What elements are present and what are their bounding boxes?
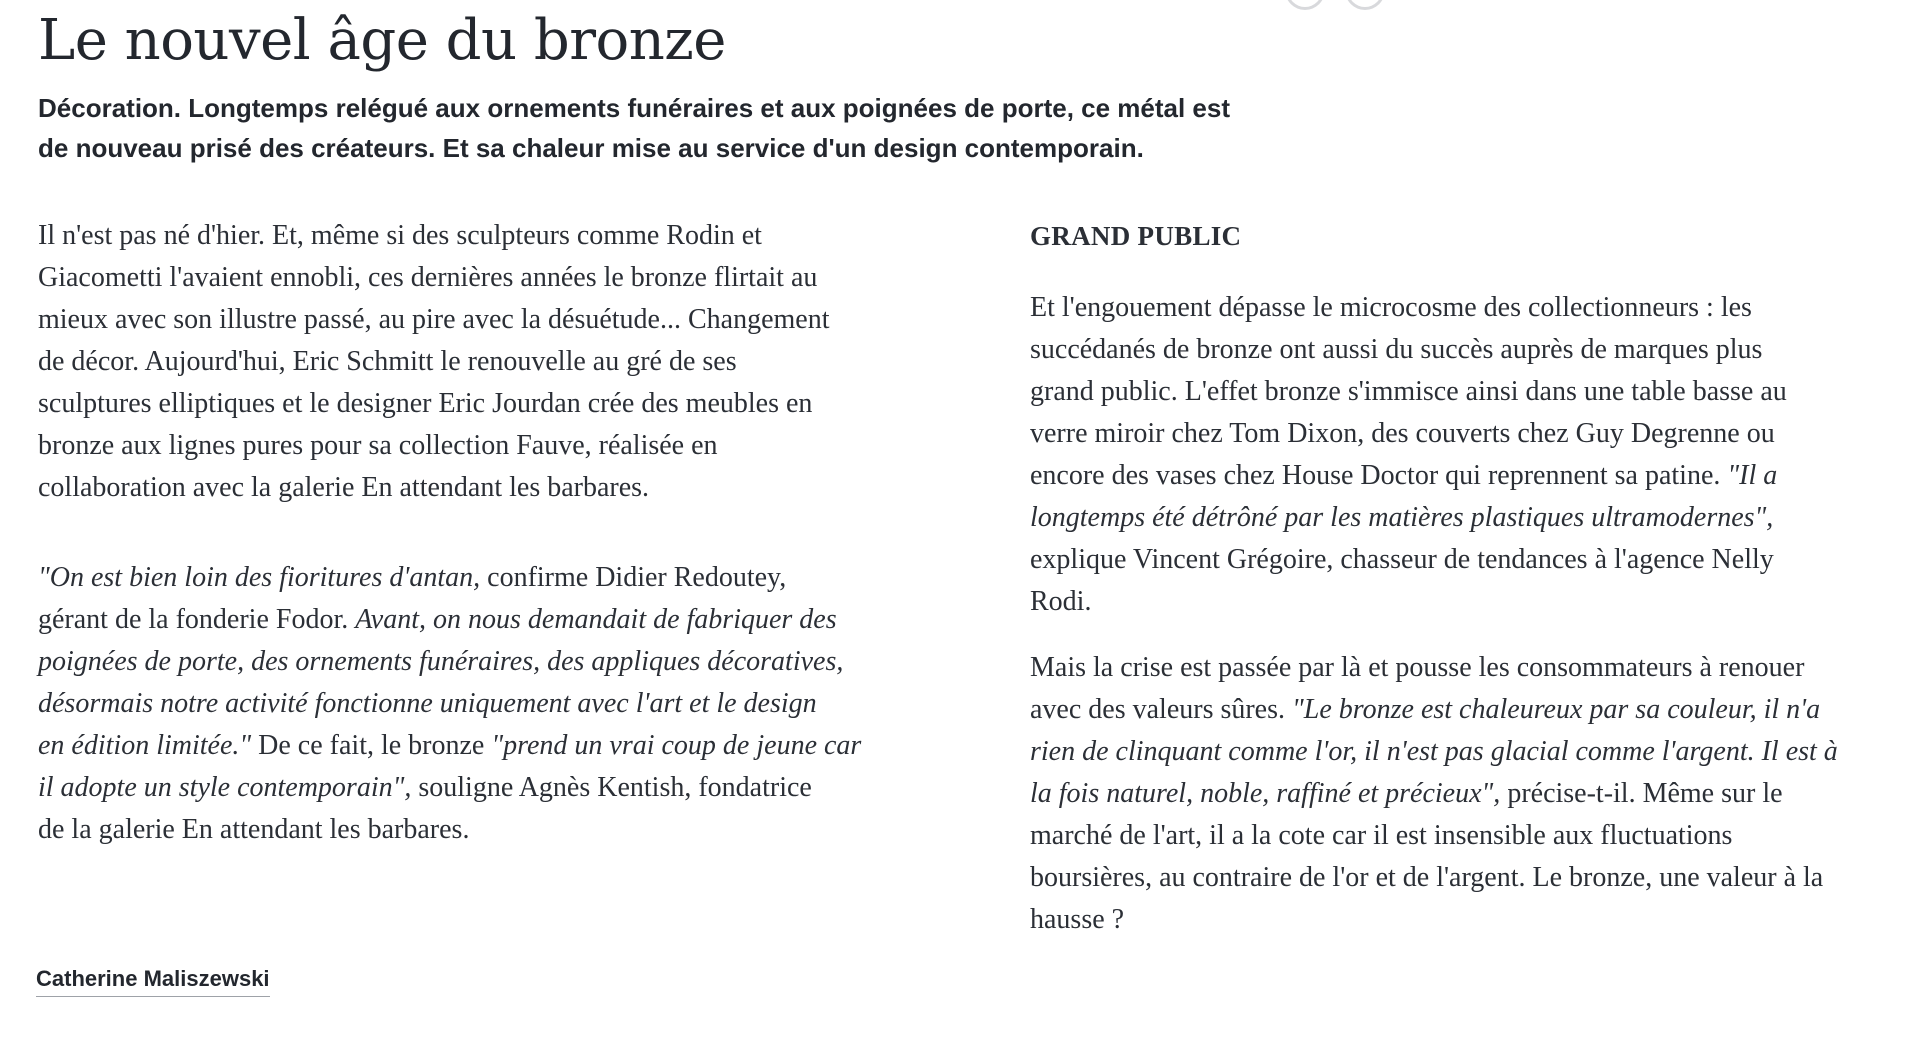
article-title: Le nouvel âge du bronze bbox=[38, 8, 726, 73]
body-text: sculptures elliptiques et le designer Eric Jourdan crée des meubles en bbox=[38, 388, 813, 419]
paragraph-line bbox=[1030, 857, 1910, 899]
article-paragraph bbox=[1030, 287, 1910, 623]
paragraph-line bbox=[1030, 497, 1910, 539]
paragraph-line bbox=[1030, 287, 1910, 329]
body-text: boursières, au contraire de l'or et de l'argent. Le bronze, une valeur à la bbox=[1030, 862, 1824, 893]
article-paragraph bbox=[38, 557, 998, 851]
decoration-ring bbox=[1345, 0, 1385, 10]
body-text: de la galerie En attendant les barbares. bbox=[38, 814, 470, 845]
body-text: mieux avec son illustre passé, au pire avec la désuétude... Changement bbox=[38, 304, 830, 335]
body-text: hausse ? bbox=[1030, 904, 1125, 935]
paragraph-line bbox=[1030, 899, 1910, 941]
article-paragraph bbox=[38, 215, 998, 509]
quote-text: "On est bien loin des fioritures d'antan, bbox=[38, 562, 481, 593]
left-column bbox=[38, 215, 998, 851]
paragraph-line bbox=[38, 725, 998, 767]
paragraph-line bbox=[1030, 647, 1910, 689]
paragraph-line bbox=[38, 641, 998, 683]
quote-text: poignées de porte, des ornements funéraires, des appliques décoratives, bbox=[38, 646, 844, 677]
quote-text: il adopte un style contemporain", bbox=[38, 772, 412, 803]
quote-text: "prend un vrai coup de jeune car bbox=[491, 730, 862, 761]
paragraph-line bbox=[38, 257, 998, 299]
body-text: souligne Agnès Kentish, fondatrice bbox=[411, 772, 812, 803]
section-subhead: GRAND PUBLIC bbox=[1030, 221, 1242, 251]
paragraph-line bbox=[38, 383, 998, 425]
right-column bbox=[1030, 215, 1910, 941]
body-text: de décor. Aujourd'hui, Eric Schmitt le renouvelle au gré de ses bbox=[38, 346, 737, 377]
paragraph-line bbox=[1030, 689, 1910, 731]
quote-text: rien de clinquant comme l'or, il n'est pas glacial comme l'argent. Il est à bbox=[1030, 736, 1838, 767]
body-text: encore des vases chez House Doctor qui reprennent sa patine. bbox=[1030, 460, 1728, 491]
article-lead bbox=[38, 88, 1338, 168]
body-text: grand public. L'effet bronze s'immisce ainsi dans une table basse au bbox=[1030, 376, 1787, 407]
body-text: Il n'est pas né d'hier. Et, même si des sculpteurs comme Rodin et bbox=[38, 220, 762, 251]
quote-text: Avant, on nous demandait de fabriquer des bbox=[355, 604, 837, 635]
paragraph-line bbox=[38, 341, 998, 383]
body-text: explique Vincent Grégoire, chasseur de tendances à l'agence Nelly bbox=[1030, 544, 1774, 575]
body-text: confirme Didier Redoutey, bbox=[480, 562, 787, 593]
body-text: précise-t-il. Même sur le bbox=[1500, 778, 1783, 809]
quote-text: "Le bronze est chaleureux par sa couleur, il n'a bbox=[1292, 694, 1821, 725]
paragraph-line bbox=[1030, 371, 1910, 413]
body-text: Rodi. bbox=[1030, 586, 1092, 617]
lead-line: de nouveau prisé des créateurs. Et sa chaleur mise au service d'un design contemporain. bbox=[38, 133, 1144, 163]
paragraph-line bbox=[1030, 413, 1910, 455]
paragraph-line bbox=[38, 767, 998, 809]
paragraph-line bbox=[38, 809, 998, 851]
paragraph-line bbox=[38, 683, 998, 725]
paragraph-line bbox=[38, 467, 998, 509]
body-text: collaboration avec la galerie En attendant les barbares. bbox=[38, 472, 650, 503]
body-text: Mais la crise est passée par là et pousse les consommateurs à renouer bbox=[1030, 652, 1805, 683]
quote-text: "Il a bbox=[1727, 460, 1778, 491]
quote-text: en édition limitée." bbox=[38, 730, 252, 761]
lead-line: Décoration. Longtemps relégué aux ornements funéraires et aux poignées de porte, ce métal est bbox=[38, 93, 1231, 123]
body-text: verre miroir chez Tom Dixon, des couverts chez Guy Degrenne ou bbox=[1030, 418, 1775, 449]
quote-text: longtemps été détrôné par les matières plastiques ultramodernes", bbox=[1030, 502, 1774, 533]
article-paragraph bbox=[1030, 647, 1910, 941]
body-text: Et l'engouement dépasse le microcosme des collectionneurs : les bbox=[1030, 292, 1752, 323]
paragraph-line bbox=[38, 557, 998, 599]
paragraph-line bbox=[1030, 731, 1910, 773]
body-text: De ce fait, le bronze bbox=[251, 730, 492, 761]
body-text: avec des valeurs sûres. bbox=[1030, 694, 1293, 725]
paragraph-line bbox=[38, 299, 998, 341]
paragraph-line bbox=[1030, 539, 1910, 581]
author-link[interactable]: Catherine Maliszewski bbox=[36, 964, 270, 997]
body-text: marché de l'art, il a la cote car il est insensible aux fluctuations bbox=[1030, 820, 1733, 851]
paragraph-line bbox=[38, 215, 998, 257]
body-text: bronze aux lignes pures pour sa collection Fauve, réalisée en bbox=[38, 430, 718, 461]
decoration-ring bbox=[1285, 0, 1325, 10]
paragraph-line bbox=[38, 599, 998, 641]
paragraph-line bbox=[1030, 329, 1910, 371]
body-text: Giacometti l'avaient ennobli, ces dernières années le bronze flirtait au bbox=[38, 262, 818, 293]
paragraph-line bbox=[1030, 455, 1910, 497]
paragraph-line bbox=[1030, 815, 1910, 857]
quote-text: la fois naturel, noble, raffiné et précieux", bbox=[1030, 778, 1501, 809]
top-decoration bbox=[1285, 0, 1395, 4]
quote-text: désormais notre activité fonctionne uniquement avec l'art et le design bbox=[38, 688, 817, 719]
body-text: gérant de la fonderie Fodor. bbox=[38, 604, 356, 635]
paragraph-line bbox=[38, 425, 998, 467]
paragraph-line bbox=[1030, 773, 1910, 815]
body-text: succédanés de bronze ont aussi du succès auprès de marques plus bbox=[1030, 334, 1763, 365]
paragraph-line bbox=[1030, 581, 1910, 623]
